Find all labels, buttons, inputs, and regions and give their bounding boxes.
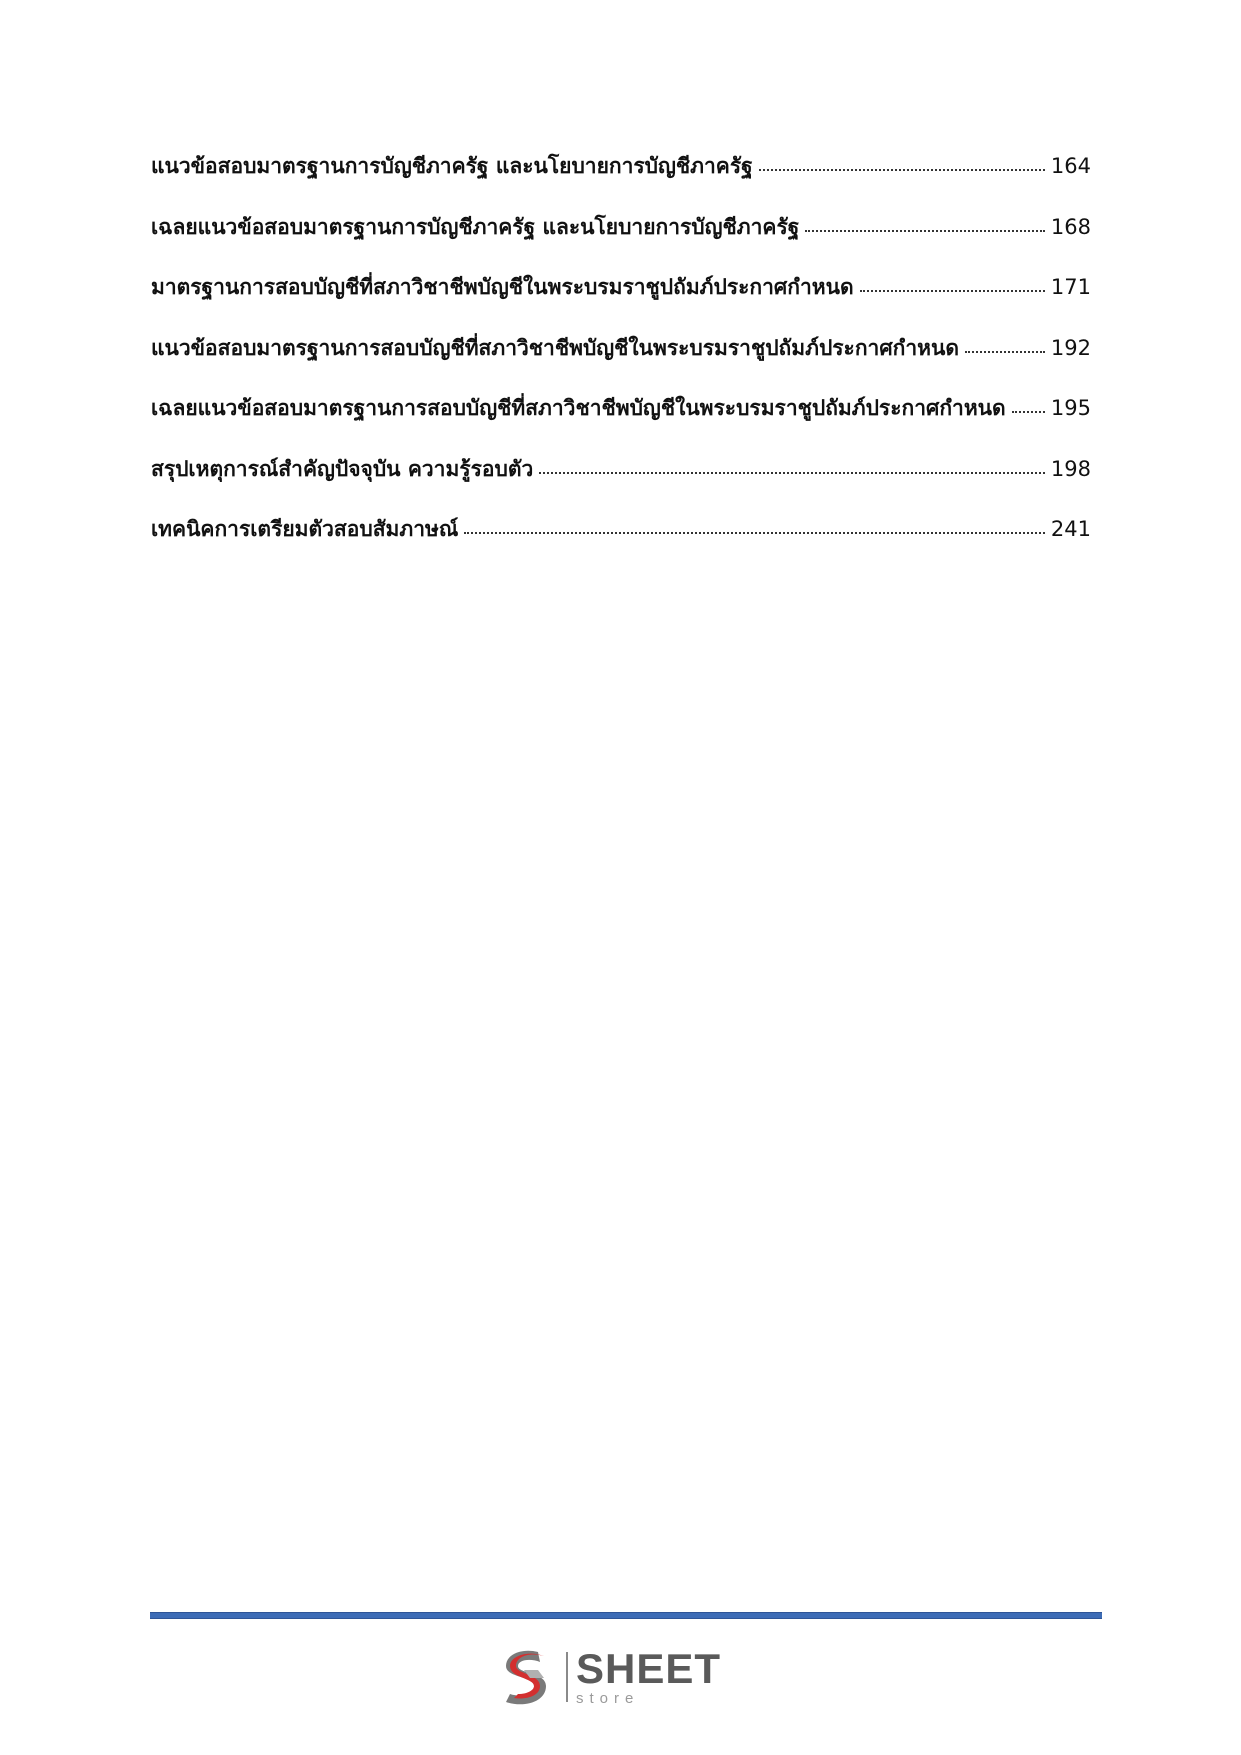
logo-main-text: SHEET (576, 1645, 722, 1692)
toc-entry-title: แนวข้อสอบมาตรฐานการสอบบัญชีที่สภาวิชาชีพบัญชีในพระบรมราชูปถัมภ์ประกาศกำหนด (151, 335, 960, 360)
toc-dot-leader (1012, 411, 1045, 413)
footer-divider (150, 1612, 1102, 1619)
toc-entry-title: แนวข้อสอบมาตรฐานการบัญชีภาครัฐ และนโยบายการบัญชีภาครัฐ (151, 154, 753, 178)
toc-entry[interactable] (151, 332, 1091, 393)
toc-entry[interactable] (151, 513, 1091, 574)
sheet-store-logo (494, 1644, 724, 1710)
toc-dot-leader (464, 532, 1045, 534)
toc-entry-page: 168 (1050, 214, 1091, 239)
toc-entry[interactable] (151, 392, 1091, 453)
toc-entry-page: 195 (1050, 396, 1091, 420)
toc-entry-title: มาตรฐานการสอบบัญชีที่สภาวิชาชีพบัญชีในพระบรมราชูปถัมภ์ประกาศกำหนด (151, 275, 854, 299)
toc-dot-leader (965, 351, 1045, 353)
toc-entry[interactable] (151, 271, 1091, 332)
toc-entry-page: 192 (1050, 335, 1091, 360)
toc-entry[interactable] (151, 211, 1091, 272)
toc-dot-leader (759, 169, 1045, 171)
logo-divider (566, 1652, 568, 1702)
toc-dot-leader (805, 230, 1045, 232)
toc-entry-title: เฉลยแนวข้อสอบมาตรฐานการบัญชีภาครัฐ และนโยบายการบัญชีภาครัฐ (151, 214, 800, 239)
table-of-contents (151, 150, 1091, 574)
toc-entry-title: เทคนิคการเตรียมตัวสอบสัมภาษณ์ (151, 517, 459, 541)
logo-sub-text: store (576, 1690, 640, 1707)
toc-entry-page: 241 (1050, 517, 1091, 541)
toc-entry-title: สรุปเหตุการณ์สำคัญปัจจุบัน ความรู้รอบตัว (151, 456, 534, 481)
sheet-store-logo-icon (494, 1644, 560, 1710)
toc-entry-page: 198 (1050, 456, 1091, 481)
toc-dot-leader (860, 290, 1045, 292)
toc-entry-title: เฉลยแนวข้อสอบมาตรฐานการสอบบัญชีที่สภาวิชาชีพบัญชีในพระบรมราชูปถัมภ์ประกาศกำหนด (151, 396, 1006, 420)
toc-entry-page: 164 (1050, 154, 1091, 178)
toc-dot-leader (539, 472, 1045, 474)
toc-entry[interactable] (151, 150, 1091, 211)
toc-entry-page: 171 (1050, 275, 1091, 299)
logo-wordmark (576, 1645, 722, 1707)
toc-entry[interactable] (151, 453, 1091, 514)
